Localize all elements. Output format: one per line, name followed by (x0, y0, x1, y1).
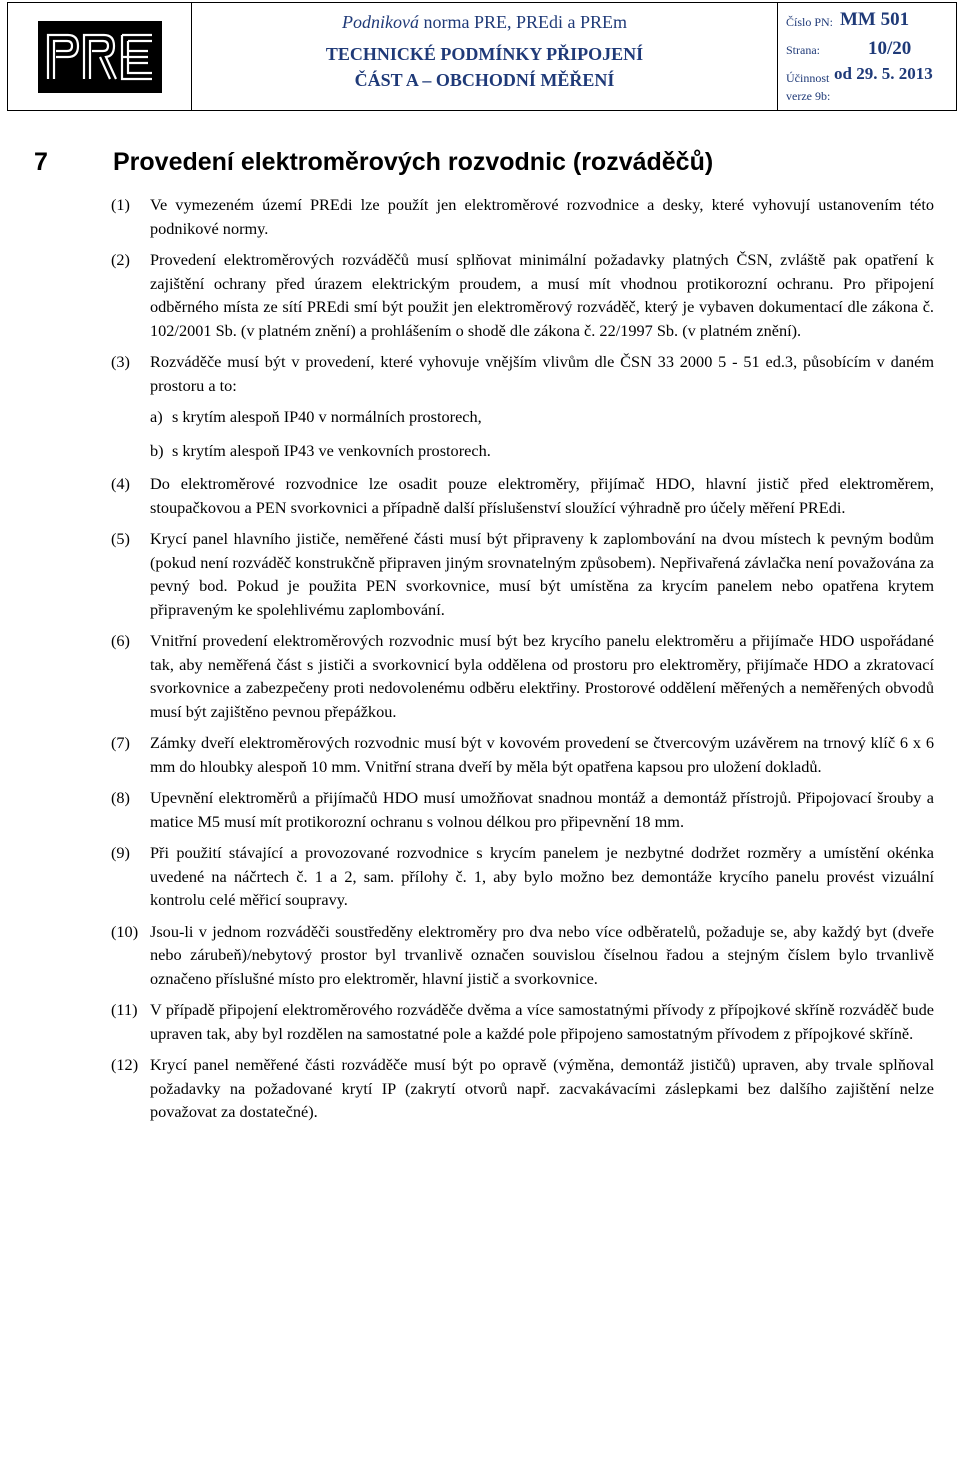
header-title-cell (192, 3, 778, 110)
paragraph-number: (2) (111, 250, 130, 269)
section-heading (34, 148, 934, 177)
paragraph-text: Rozváděče musí být v provedení, které vyhovuje vnějším vlivům dle ČSN 33 2000 5 - 51 ed.3, působícím v daném prostoru a to: (150, 352, 934, 395)
norm-title-italic: Podniková (342, 12, 419, 32)
paragraph (111, 527, 934, 621)
paragraph-number: (9) (111, 843, 130, 862)
paragraph (111, 920, 934, 991)
subitem-text: s krytím alespoň IP40 v normálních prostorech, (172, 407, 482, 426)
paragraph-text: Upevnění elektroměrů a přijímačů HDO musí umožňovat snadnou montáž a demontáž přístrojů. Připojovací šrouby a matice M5 musí mít protikorozní ochranu s volnou délkou pro připevnění 18 mm. (150, 788, 934, 831)
document-body (34, 148, 934, 1132)
subitem-text: s krytím alespoň IP43 ve venkovních prostorech. (172, 440, 491, 460)
paragraph-number: (10) (111, 921, 139, 941)
paragraph-list-2 (34, 472, 934, 1124)
strana-value: 10/20 (868, 38, 912, 59)
paragraph (111, 841, 934, 912)
strana-label: Strana: (786, 43, 820, 57)
paragraph-text: Vnitřní provedení elektroměrových rozvodnic musí být bez krycího panelu elektroměru a přijímače HDO uspořádané tak, aby neměřená část s jističi a svorkovnicí byla oddělena od prostoru pro elektroměry, přijímače HDO a zkratovací svorkovnice a zabezpečeny proti nedovolenému odběru elektřiny. Prostorové oddělení měřených a neměřených obvodů musí být zajištěno pevnou přepážkou. (150, 631, 934, 721)
paragraph (111, 193, 934, 240)
paragraph-number: (12) (111, 1055, 139, 1074)
paragraph-text: Provedení elektroměrových rozváděčů musí splňovat minimální požadavky platných ČSN, zvláště pak opatření k zajištění ochrany před úrazem elektrickým proudem, a musí mít vhodnou protikorozní ochranu. Pro připojení odběrného místa ze sítí PREdi smí být použit jen elektroměrový rozváděč, který je vybaven dokumentací dle zákona č. 102/2001 Sb. (v platném znění) a prohlášením o shodě dle zákona č. 22/1997 Sb. (v platném znění). (150, 250, 934, 340)
paragraph (111, 731, 934, 778)
paragraph-number: (8) (111, 788, 130, 807)
paragraph (111, 350, 934, 397)
document-header (7, 2, 957, 111)
pre-logo-icon (44, 31, 156, 83)
paragraph-list (34, 193, 934, 397)
paragraph-text: Při použití stávající a provozované rozvodnice s krycím panelem je nezbytné dodržet rozměry a umístění okénka uvedené na náčrtech č. 1 a 2, sam. přílohy č. 1, aby bylo možno bez demontáže krycího panelu provést vizuální kontrolu celé měřicí soupravy. (150, 843, 934, 909)
section-title: Provedení elektroměrových rozvodnic (rozváděčů) (113, 148, 714, 176)
paragraph-number: (11) (111, 1000, 138, 1019)
ucinnost-value: od 29. 5. 2013 (834, 64, 933, 83)
paragraph (111, 629, 934, 723)
cislo-value: MM 501 (840, 9, 910, 30)
header-meta-cell (778, 3, 956, 110)
paragraph (111, 998, 934, 1045)
paragraph-number: (5) (111, 529, 130, 548)
paragraph (111, 472, 934, 519)
subitem (150, 439, 934, 463)
section-number: 7 (34, 148, 48, 176)
subitem-list (34, 405, 934, 462)
ucinnost-label: Účinnost (786, 71, 830, 85)
subitem-number: a) (150, 407, 163, 426)
paragraph-number: (4) (111, 474, 130, 493)
subitem (150, 405, 934, 429)
paragraph-number: (1) (111, 195, 130, 214)
header-main-title: TECHNICKÉ PODMÍNKY PŘIPOJENÍ (325, 44, 644, 64)
paragraph-text: Krycí panel hlavního jističe, neměřené části musí být připraveny k zaplombování na dvou místech k pevným bodům (pokud není rozváděč konstrukčně připraven jiným srovnatelným způsobem). Nepřivařená závlačka není považována za pevný bod. Pokud je použita PEN svorkovnice, musí být umístěna za krycím panelem nebo opatřena krytem připraveným ke spolehlivému zaplombování. (150, 529, 934, 619)
logo-cell (8, 3, 192, 110)
paragraph-text: V případě připojení elektroměrového rozváděče dvěma a více samostatnými přívody z přípojkové skříně rozváděč bude upraven tak, aby byl rozdělen na samostatné pole a každé pole připojeno samostatným přívodem z přípojkové skříně. (150, 1000, 934, 1043)
subitem-number: b) (150, 440, 164, 460)
paragraph-text: Krycí panel neměřené části rozváděče musí být po opravě (výměna, demontáž jističů) upraven, aby trvale splňoval požadavky na požadované krytí IP (zakrytí otvorů např. zacvakávacími záslepkami bez dalšího zajištění nelze považovat za dostatečné). (150, 1055, 934, 1121)
header-norm-title (192, 11, 777, 33)
paragraph-text: Do elektroměrové rozvodnice lze osadit pouze elektroměry, přijímač HDO, hlavní jistič před elektroměrem, stoupačkovou a PEN svorkovnici a případně další příslušenství sloužící výhradně pro účely měření PREdi. (150, 474, 934, 517)
paragraph (111, 786, 934, 833)
paragraph-number: (6) (111, 631, 130, 650)
paragraph-number: (3) (111, 352, 130, 371)
paragraph-text: Jsou-li v jednom rozváděči soustředěny elektroměry pro dva nebo více odběratelů, požaduje se, aby každý byt (dveře nebo zárubeň)/nebytový prostor byl trvanlivě označen souvislou číselnou řadou a stejným číslem bylo trvanlivě označeno příslušné místo pro elektroměr, hlavní jistič a svorkovnice. (150, 921, 934, 988)
paragraph (111, 248, 934, 342)
header-part-title: ČÁST A – OBCHODNÍ MĚŘENÍ (354, 70, 615, 90)
paragraph-text: Ve vymezeném území PREdi lze použít jen elektroměrové rozvodnice a desky, které vyhovují ustanovením této podnikové normy. (150, 195, 934, 238)
paragraph-number: (7) (111, 733, 130, 752)
norm-title-rest: norma PRE, PREdi a PREm (418, 12, 627, 32)
verze-label: verze 9b: (786, 89, 831, 103)
paragraph (111, 1053, 934, 1124)
cislo-label: Číslo PN: (786, 15, 834, 29)
pre-logo (38, 21, 162, 93)
paragraph-text: Zámky dveří elektroměrových rozvodnic musí být v kovovém provedení se čtvercovým uzávěrem na trnový klíč 6 x 6 mm do hloubky alespoň 10 mm. Vnitřní strana dveří by měla být opatřena kapsou pro uložení dokladů. (150, 733, 934, 776)
